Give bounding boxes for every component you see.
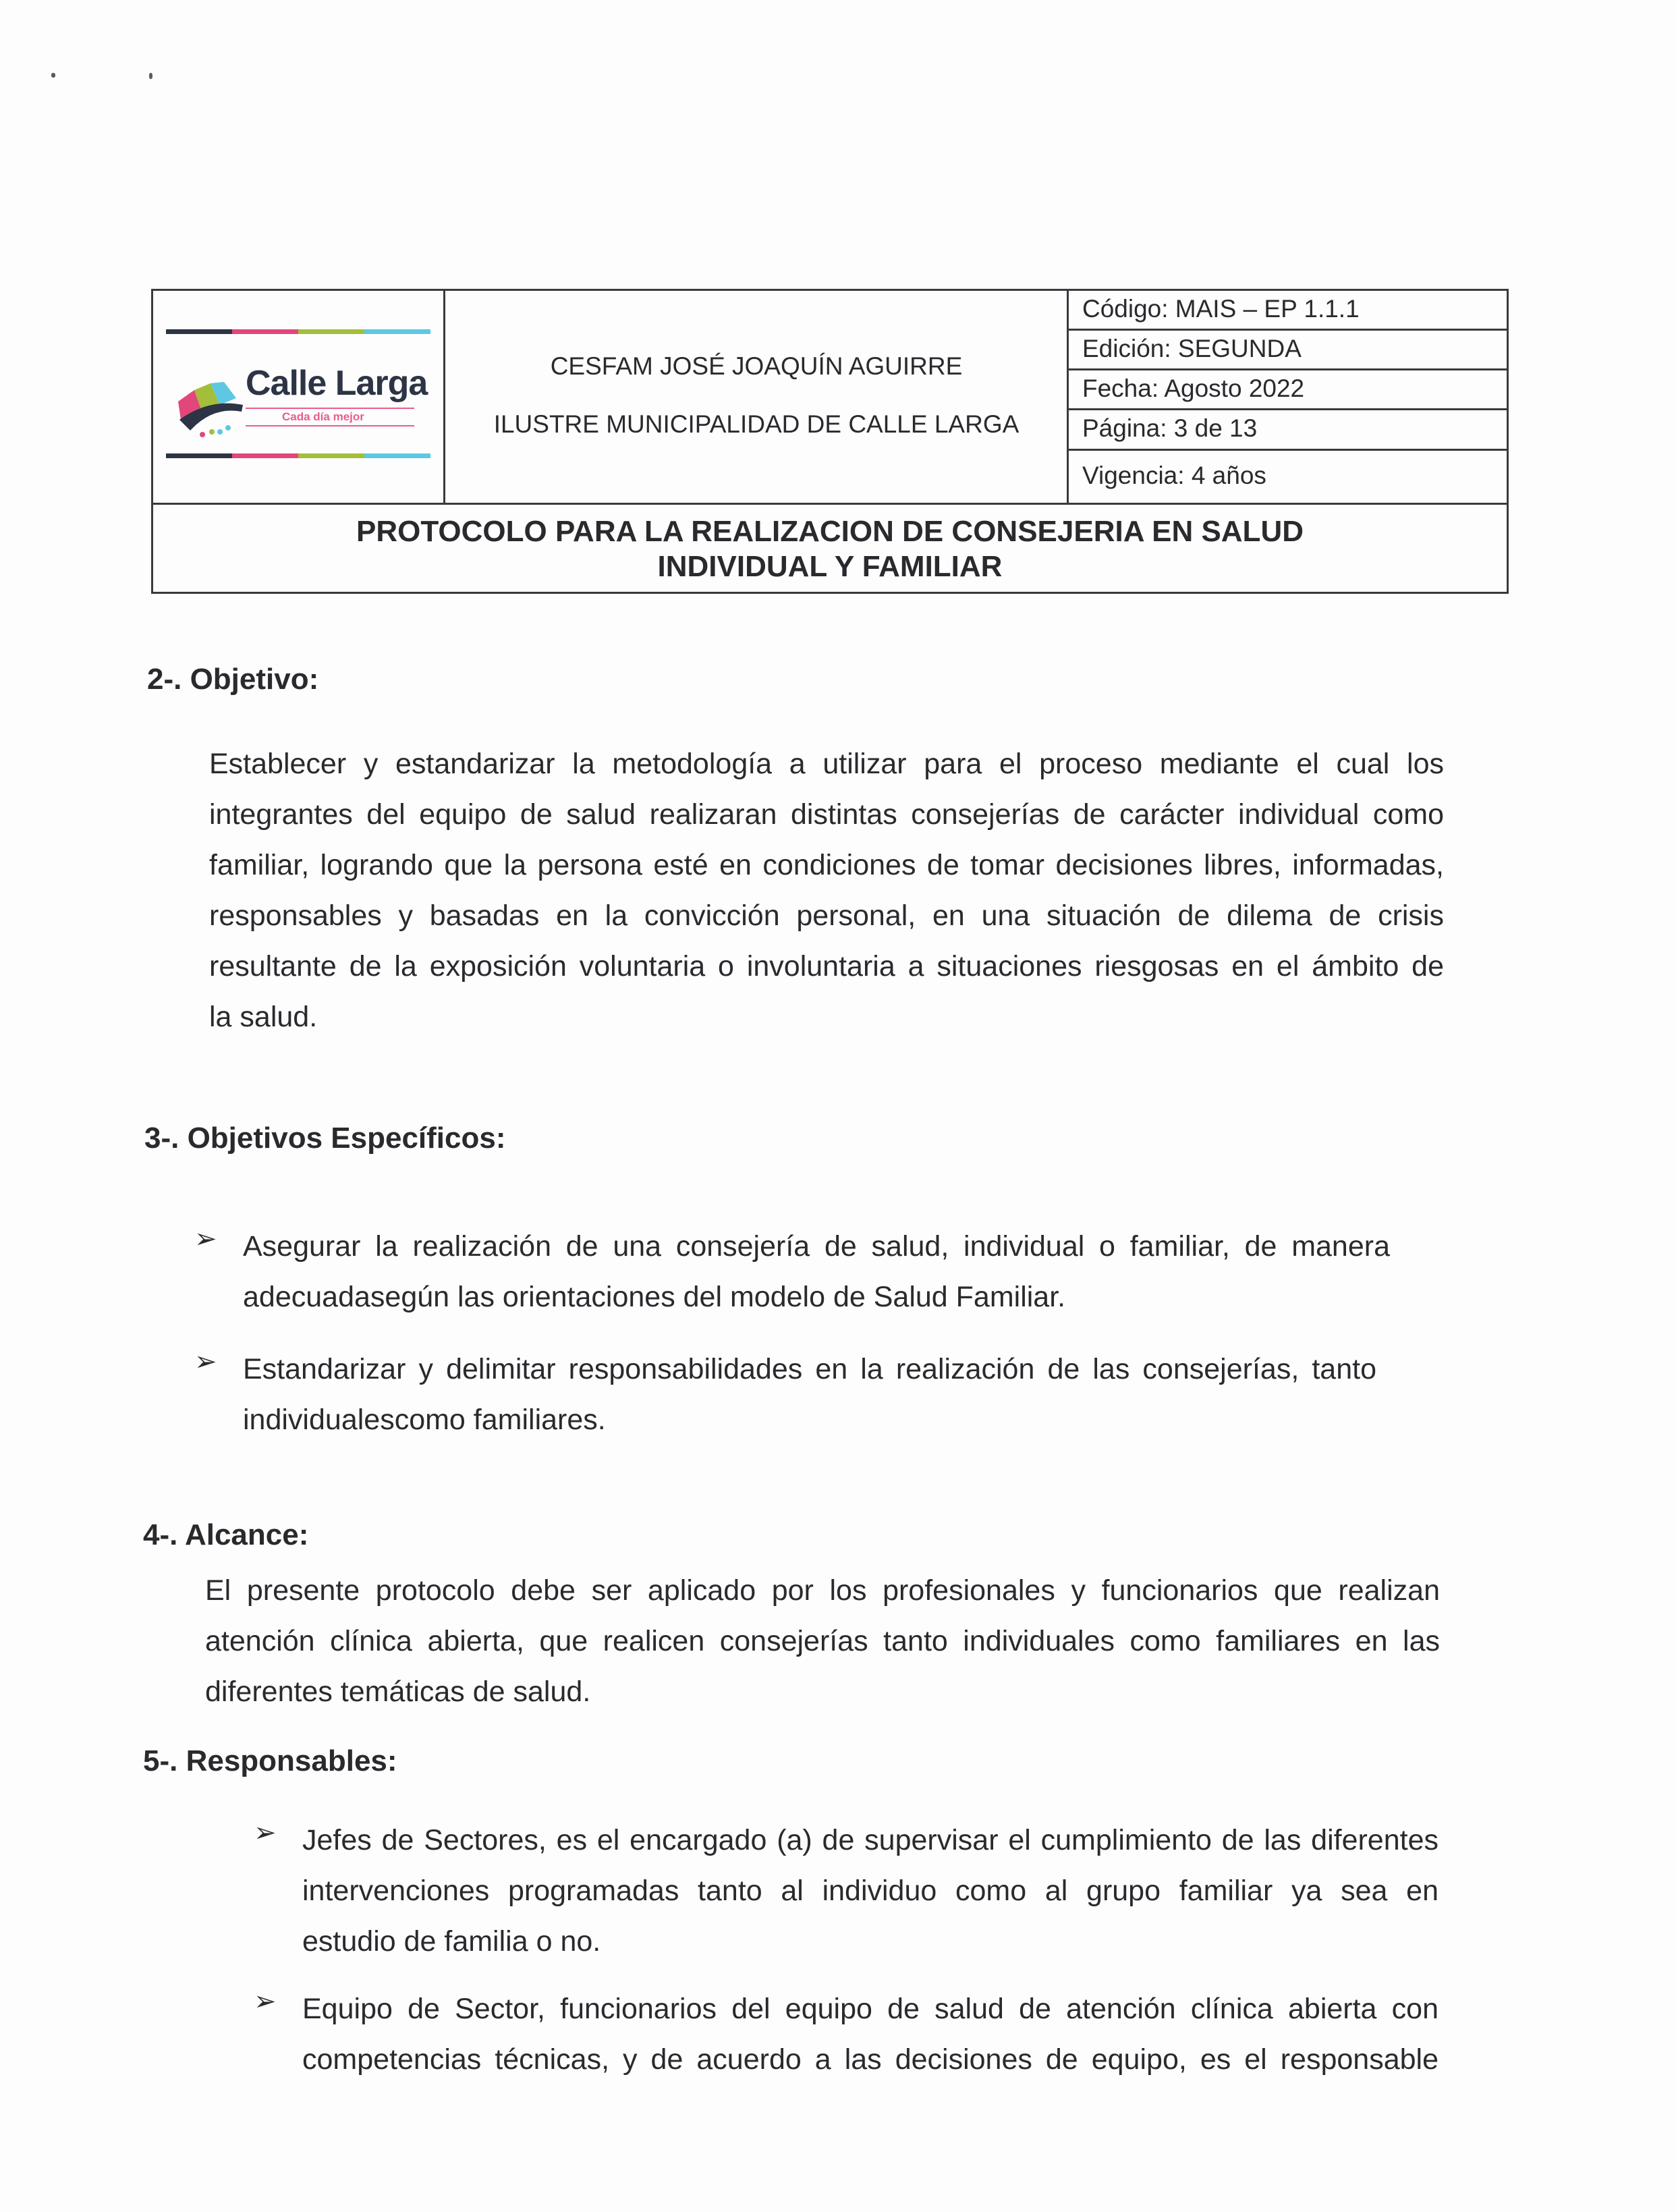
logo-stripe [298,329,364,334]
municipality-name: ILUSTRE MUNICIPALIDAD DE CALLE LARGA [493,410,1019,438]
logo-stripe [232,329,298,334]
table-divider [1067,329,1509,331]
table-divider [1067,368,1509,370]
arrow-bullet-icon: ➢ [254,1818,277,1848]
text-line: resultante de la exposición voluntaria o involuntaria a situaciones riesgosas en el ámbito de [209,950,1444,983]
table-divider [443,289,445,505]
arrow-bullet-icon: ➢ [194,1347,217,1377]
text-line: estudio de familia o no. [302,1925,601,1958]
bullet-item [302,1984,1438,2085]
document-title-line1: PROTOCOLO PARA LA REALIZACION DE CONSEJERIA EN SALUD [356,515,1304,548]
logo-stripe [364,453,430,458]
document-edition: Edición: SEGUNDA [1082,335,1302,362]
logo-stripe [232,453,298,458]
bullet-item [243,1221,1390,1323]
text-line: atención clínica abierta, que realicen consejerías tanto individuales como familiares en las [205,1625,1440,1657]
text-line: El presente protocolo debe ser aplicado por los profesionales y funcionarios que realizan [205,1574,1440,1607]
section-heading-objetivo: 2-. Objetivo: [147,663,319,696]
logo-stripe [298,453,364,458]
section-heading-responsables: 5-. Responsables: [143,1744,397,1777]
logo-rule [246,408,414,409]
table-divider [1067,289,1069,505]
text-line: competencias técnicas, y de acuerdo a las decisiones de equipo, es el responsable [302,2043,1438,2076]
document-validity: Vigencia: 4 años [1082,462,1266,489]
text-line: diferentes temáticas de salud. [205,1676,591,1708]
logo-rule [246,425,414,426]
text-line: Establecer y estandarizar la metodología a utilizar para el proceso mediante el cual los [209,748,1444,780]
logo-stripe [166,453,232,458]
text-line: integrantes del equipo de salud realizaran distintas consejerías de carácter individual como [209,798,1444,831]
text-line: Estandarizar y delimitar responsabilidades en la realización de las consejerías, tanto [243,1353,1376,1385]
text-line: individualescomo familiares. [243,1404,606,1436]
text-line: adecuadasegún las orientaciones del modelo de Salud Familiar. [243,1281,1066,1313]
document-date: Fecha: Agosto 2022 [1082,375,1305,402]
table-divider [1067,408,1509,410]
bullet-item [243,1344,1376,1445]
calle-larga-logo [162,324,432,466]
objetivo-paragraph [209,739,1444,1043]
bullet-item [302,1815,1438,1967]
document-page: Página: 3 de 13 [1082,414,1258,442]
text-line: Equipo de Sector, funcionarios del equipo de salud de atención clínica abierta con [302,1993,1438,2025]
arrow-bullet-icon: ➢ [254,1987,277,2016]
logo-emblem-icon [175,378,250,442]
text-line: Jefes de Sectores, es el encargado (a) de supervisar el cumplimiento de las diferentes [302,1824,1438,1856]
logo-tagline: Cada día mejor [282,410,364,423]
logo-stripe [166,329,232,334]
text-line: responsables y basadas en la convicción personal, en una situación de dilema de crisis [209,900,1444,932]
table-divider [151,503,1509,505]
text-line: familiar, logrando que la persona esté en condiciones de tomar decisiones libres, informadas, [209,849,1444,881]
section-heading-alcance: 4-. Alcance: [143,1518,309,1551]
document-code: Código: MAIS – EP 1.1.1 [1082,295,1360,323]
institution-name: CESFAM JOSÉ JOAQUÍN AGUIRRE [550,352,963,380]
alcance-paragraph [205,1566,1440,1717]
logo-name: Calle Larga [246,364,428,403]
arrow-bullet-icon: ➢ [194,1224,217,1254]
document-title-line2: INDIVIDUAL Y FAMILIAR [657,550,1003,583]
logo-stripe [364,329,430,334]
text-line: Asegurar la realización de una consejería de salud, individual o familiar, de manera [243,1230,1390,1263]
text-line: la salud. [209,1001,318,1033]
text-line: intervenciones programadas tanto al individuo como al grupo familiar ya sea en [302,1875,1438,1907]
section-heading-objetivos-especificos: 3-. Objetivos Específicos: [144,1122,506,1155]
table-divider [1067,449,1509,451]
